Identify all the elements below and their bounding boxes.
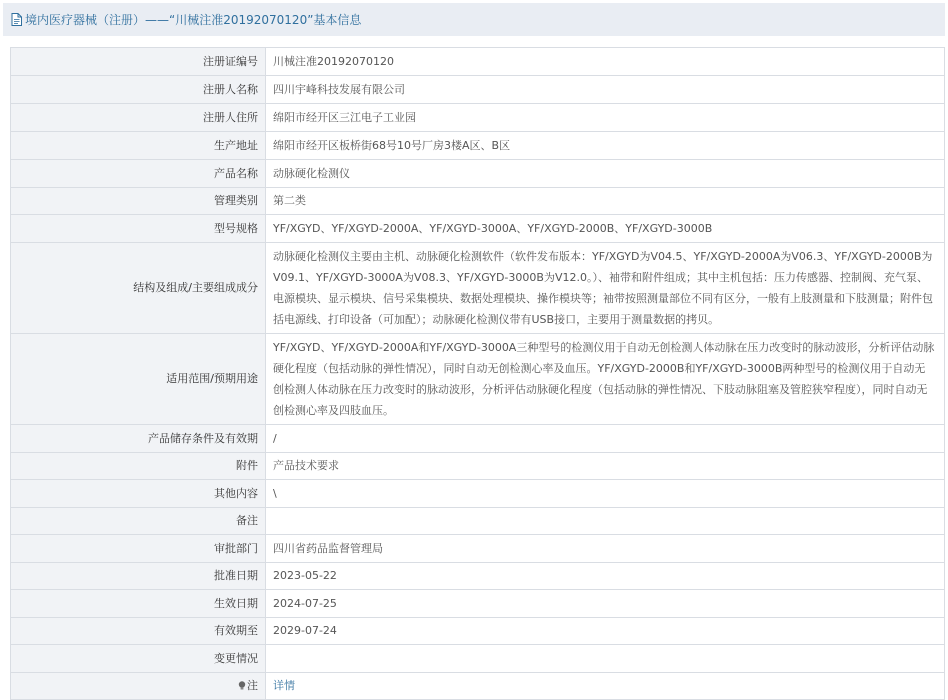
table-row bbox=[11, 508, 945, 535]
field-label: 审批部门 bbox=[11, 535, 266, 563]
field-label: 生产地址 bbox=[11, 132, 266, 160]
table-row bbox=[11, 104, 945, 132]
field-label: 生效日期 bbox=[11, 590, 266, 618]
field-value bbox=[266, 508, 945, 535]
table-row bbox=[11, 48, 945, 76]
table-row bbox=[11, 132, 945, 160]
table-row bbox=[11, 590, 945, 618]
field-value: 产品技术要求 bbox=[266, 453, 945, 480]
field-value: 第二类 bbox=[266, 188, 945, 215]
table-row bbox=[11, 453, 945, 480]
note-label-cell bbox=[11, 673, 266, 700]
lightbulb-icon bbox=[238, 681, 246, 690]
field-label: 备注 bbox=[11, 508, 266, 535]
table-row bbox=[11, 618, 945, 645]
field-value: / bbox=[266, 425, 945, 453]
page-title: 境内医疗器械（注册）——“川械注准20192070120”基本信息 bbox=[25, 13, 362, 27]
field-value: 动脉硬化检测仪主要由主机、动脉硬化检测软件（软件发布版本：YF/XGYD为V04.5、YF/XGYD-2000A为V06.3、YF/XGYD-2000B为V09.1、YF/XGYD-3000A为V08.3、YF/XGYD-3000B为V12.0。）、袖带和附件组成；其中主机包括：压力传感器、控制阀、充气泵、电源模块、显示模块、信号采集模块、数据处理模块、操作模块等；袖带按照测量部位不同有区分，一般有上肢测量和下肢测量；附件包括电源线、打印设备（可加配）；动脉硬化检测仪带有USB接口，主要用于测量数据的拷贝。 bbox=[266, 243, 945, 334]
field-value: 绵阳市经开区三江电子工业园 bbox=[266, 104, 945, 132]
field-value: YF/XGYD、YF/XGYD-2000A、YF/XGYD-3000A、YF/XGYD-2000B、YF/XGYD-3000B bbox=[266, 215, 945, 243]
details-link[interactable]: 详情 bbox=[273, 679, 295, 692]
field-label: 其他内容 bbox=[11, 480, 266, 508]
field-label: 注 bbox=[247, 679, 258, 692]
table-row bbox=[11, 215, 945, 243]
field-label: 结构及组成/主要组成成分 bbox=[11, 243, 266, 334]
field-label: 批准日期 bbox=[11, 563, 266, 590]
field-value: 绵阳市经开区板桥街68号10号厂房3楼A区、B区 bbox=[266, 132, 945, 160]
table-row bbox=[11, 76, 945, 104]
field-value: 川械注准20192070120 bbox=[266, 48, 945, 76]
field-label: 适用范围/预期用途 bbox=[11, 334, 266, 425]
field-label: 变更情况 bbox=[11, 645, 266, 673]
field-label: 产品储存条件及有效期 bbox=[11, 425, 266, 453]
page-header bbox=[3, 3, 945, 36]
field-label: 注册证编号 bbox=[11, 48, 266, 76]
field-value: 四川宇峰科技发展有限公司 bbox=[266, 76, 945, 104]
field-label: 产品名称 bbox=[11, 160, 266, 188]
table-row bbox=[11, 188, 945, 215]
table-row bbox=[11, 645, 945, 673]
field-value bbox=[266, 645, 945, 673]
field-label: 型号规格 bbox=[11, 215, 266, 243]
field-value: \ bbox=[266, 480, 945, 508]
table-row bbox=[11, 563, 945, 590]
field-label: 有效期至 bbox=[11, 618, 266, 645]
table-row bbox=[11, 160, 945, 188]
field-label: 注册人住所 bbox=[11, 104, 266, 132]
field-label: 管理类别 bbox=[11, 188, 266, 215]
info-table bbox=[10, 47, 945, 700]
field-value: 2023-05-22 bbox=[266, 563, 945, 590]
document-icon bbox=[11, 13, 22, 26]
table-row bbox=[11, 243, 945, 334]
field-value: 动脉硬化检测仪 bbox=[266, 160, 945, 188]
field-value: YF/XGYD、YF/XGYD-2000A和YF/XGYD-3000A三种型号的检测仪用于自动无创检测人体动脉在压力改变时的脉动波形，分析评估动脉硬化程度（包括动脉的弹性情况），同时自动无创检测心率及血压。YF/XGYD-2000B和YF/XGYD-3000B两种型号的检测仪用于自动无创检测人体动脉在压力改变时的脉动波形，分析评估动脉硬化程度（包括动脉的弹性情况、下肢动脉阻塞及管腔狭窄程度），同时自动无创检测心率及四肢血压。 bbox=[266, 334, 945, 425]
field-value: 2024-07-25 bbox=[266, 590, 945, 618]
table-row bbox=[11, 480, 945, 508]
table-row bbox=[11, 425, 945, 453]
table-row bbox=[11, 673, 945, 700]
field-value: 2029-07-24 bbox=[266, 618, 945, 645]
field-value bbox=[266, 673, 945, 700]
field-label: 注册人名称 bbox=[11, 76, 266, 104]
table-row bbox=[11, 334, 945, 425]
field-label: 附件 bbox=[11, 453, 266, 480]
field-value: 四川省药品监督管理局 bbox=[266, 535, 945, 563]
table-row bbox=[11, 535, 945, 563]
page bbox=[0, 3, 948, 692]
